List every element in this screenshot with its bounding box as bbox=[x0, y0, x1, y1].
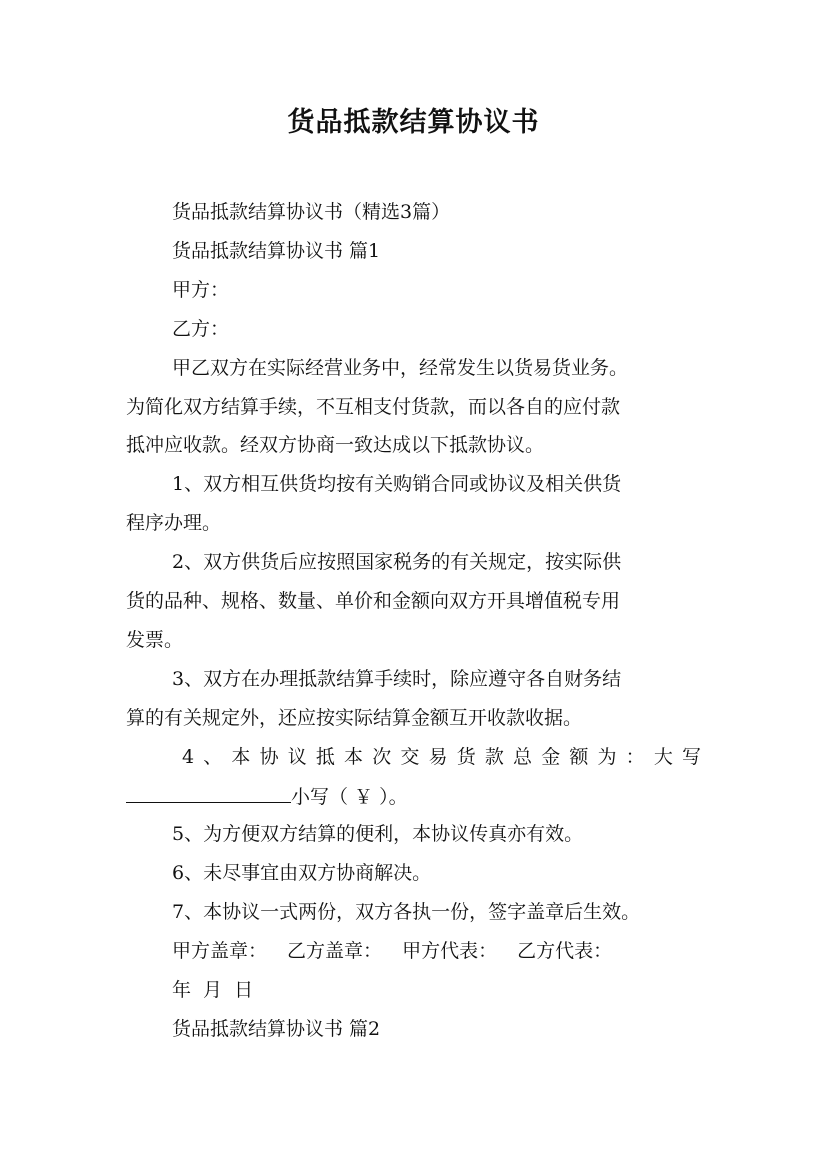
signature-line: 甲方盖章： 乙方盖章： 甲方代表： 乙方代表： bbox=[172, 940, 613, 962]
clause-1-line-2: 程序办理。 bbox=[126, 512, 222, 534]
clause-2-line-3: 发票。 bbox=[126, 629, 184, 651]
clause-6: 6、未尽事宜由双方协商解决。 bbox=[172, 862, 432, 884]
clause-3-line-2: 算的有关规定外，还应按实际结算金额互开收款收据。 bbox=[126, 707, 583, 729]
clause-4-line-1: 4、本协议抵本次交易货款总金额为：大写 bbox=[182, 746, 701, 768]
clause-4-line-2 bbox=[126, 782, 408, 810]
clause-1-line-1: 1、双方相互供货均按有关购销合同或协议及相关供货 bbox=[172, 473, 622, 495]
clause-7: 7、本协议一式两份，双方各执一份，签字盖章后生效。 bbox=[172, 901, 641, 923]
clause-3-line-1: 3、双方在办理抵款结算手续时，除应遵守各自财务结 bbox=[172, 668, 622, 690]
intro-line-1: 甲乙双方在实际经营业务中，经常发生以货易货业务。 bbox=[172, 357, 629, 379]
amount-blank bbox=[126, 782, 291, 803]
part2-heading: 货品抵款结算协议书 篇2 bbox=[172, 1018, 381, 1040]
subtitle: 货品抵款结算协议书（精选3篇） bbox=[172, 201, 451, 223]
clause-2-line-1: 2、双方供货后应按照国家税务的有关规定，按实际供 bbox=[172, 551, 622, 573]
intro-line-3: 抵冲应收款。经双方协商一致达成以下抵款协议。 bbox=[126, 434, 545, 456]
date-line: 年 月 日 bbox=[172, 979, 254, 1001]
document-title: 货品抵款结算协议书 bbox=[287, 107, 540, 138]
party-a-label: 甲方： bbox=[172, 279, 230, 301]
clause-5: 5、为方便双方结算的便利，本协议传真亦有效。 bbox=[172, 823, 584, 845]
part1-heading: 货品抵款结算协议书 篇1 bbox=[172, 240, 381, 262]
clause-4-lowercase: 小写（ ￥ ）。 bbox=[291, 786, 408, 808]
clause-2-line-2: 货的品种、规格、数量、单价和金额向双方开具增值税专用 bbox=[126, 590, 621, 612]
intro-line-2: 为简化双方结算手续，不互相支付货款，而以各自的应付款 bbox=[126, 396, 621, 418]
party-b-label: 乙方： bbox=[172, 318, 230, 340]
